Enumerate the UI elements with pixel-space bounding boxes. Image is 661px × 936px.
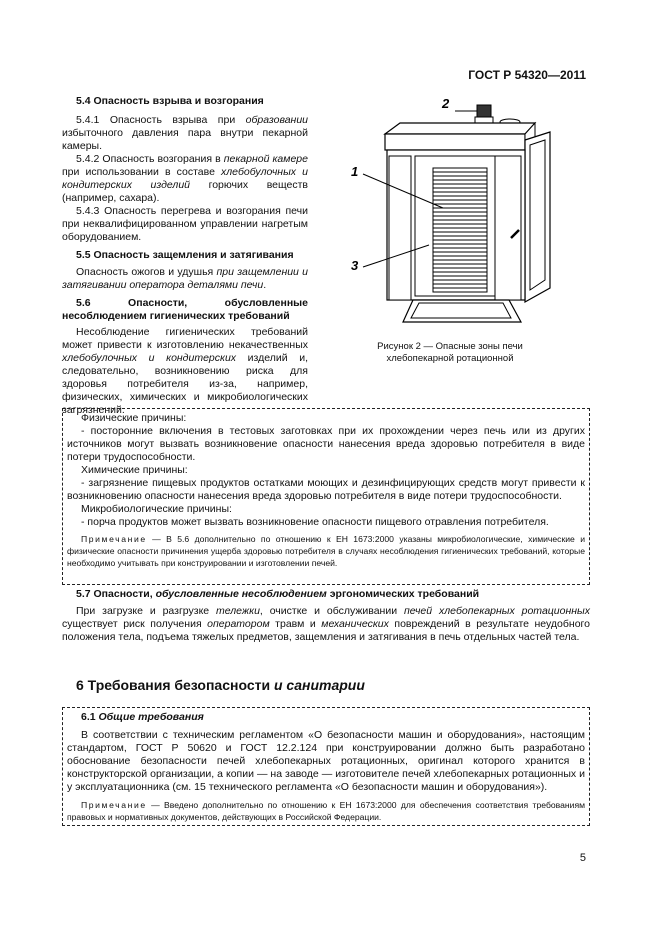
section-5-6-title: 5.6 Опасности, обусловленные несоблюдением гигиенических требований bbox=[62, 297, 308, 322]
note-5-6: Примечание — В 5.6 дополнительно по отношению к ЕН 1673:2000 указаны микробиологические, химические и физические опасности причинения ущерба здоровью потребителя в случаях несоблюдения гигиенических требований, которые необходимо учитывать при конструировании и изготовлении печей. bbox=[67, 534, 585, 568]
rotating-rack bbox=[433, 168, 487, 292]
para-5-7: При загрузке и разгрузке тележки, очистке и обслуживании печей хлебопекарных ротационных существует риск получения оператором травм и механических повреждений в результате неудобного положения тела, подъема тяжелых предметов, защемления и затягивания в печь отдельных частей тела. bbox=[62, 605, 590, 643]
para-5-4-2: 5.4.2 Опасность возгорания в пекарной камере при использовании в составе хлебобулочных и кондитерских изделий горючих веществ (например, сахара). bbox=[62, 153, 309, 204]
micro-causes-text: - порча продуктов может вызвать возникновение опасности пищевого отравления потребителя. bbox=[81, 516, 549, 528]
note-6-1: Примечание — Введено дополнительно по отношению к ЕН 1673:2000 для обеспечения соответствия требованиям правовых и нормативных документов, действующих в Российской Федерации. bbox=[67, 800, 585, 822]
section-5-7-title: 5.7 Опасности, обусловленные несоблюдением эргономических требований bbox=[76, 588, 480, 600]
para-5-6: Несоблюдение гигиенических требований может привести к изготовлению некачественных хлебобулочных и кондитерских изделий и, следовательно, возникновению риска для здоровья потребителя из-за, например, физических, химических и микробиологических загрязнений. bbox=[62, 326, 308, 416]
chemical-causes-text: - загрязнение пищевых продуктов остатками моющих и дезинфицирующих средств могут привести к возникновению опасности нанесения вреда здоровью потребителя в виде потери трудоспособности. bbox=[67, 477, 585, 502]
figure-label-2: 2 bbox=[442, 96, 450, 111]
rotary-oven-drawing bbox=[325, 90, 595, 335]
page-number: 5 bbox=[579, 852, 586, 864]
figure-label-1: 1 bbox=[351, 164, 359, 179]
micro-causes-title: Микробиологические причины: bbox=[81, 503, 232, 515]
hazard-causes-box bbox=[62, 408, 590, 585]
general-requirements-box bbox=[62, 707, 590, 826]
section-5-7 bbox=[62, 588, 590, 644]
oven-figure bbox=[325, 90, 595, 335]
para-5-4-1: 5.4.1 Опасность взрыва при образовании избыточного давления пара внутри пекарной камеры. bbox=[62, 114, 308, 152]
left-column bbox=[62, 95, 308, 417]
para-6-1: В соответствии с техническим регламентом «О безопасности машин и оборудования», настоящим стандартом, ГОСТ Р 50620 и ГОСТ 12.2.124 при конструировании должно быть разработано обоснование безопасности печей хлебопекарных ротационных, оригинал которого хранится в конструкторской организации, а копии — на заводе — изготовителе печей хлебопекарных ротационных и у эксплуатационника (см. 15 технического регламента «О безопасности машин и оборудования»). bbox=[67, 729, 585, 793]
section-6-title: 6 Требования безопасности и санитарии bbox=[76, 677, 365, 693]
section-5-5-title: 5.5 Опасность защемления и затягивания bbox=[76, 249, 294, 261]
physical-causes-title: Физические причины: bbox=[81, 412, 187, 424]
section-5-4-title: 5.4 Опасность взрыва и возгорания bbox=[76, 95, 264, 107]
figure-label-3: 3 bbox=[351, 258, 359, 273]
para-5-4-3: 5.4.3 Опасность перегрева и возгорания печи при неквалифицированном управлении нагретым оборудованием. bbox=[62, 205, 308, 243]
para-5-5: Опасность ожогов и удушья при защемлении и затягивании оператора деталями печи. bbox=[62, 266, 309, 291]
figure-caption: Рисунок 2 — Опасные зоны печи хлебопекарной ротационной bbox=[377, 341, 523, 364]
physical-causes-text: - посторонние включения в тестовых заготовках при их прохождении через печь или из других источников могут вызвать возникновение опасности нанесения вреда здоровью потребителя в виде потери трудоспособности. bbox=[67, 425, 585, 463]
document-id: ГОСТ Р 54320—2011 bbox=[468, 68, 586, 82]
subsection-6-1-title: 6.1 Общие требования bbox=[81, 711, 204, 723]
chemical-causes-title: Химические причины: bbox=[81, 464, 188, 476]
